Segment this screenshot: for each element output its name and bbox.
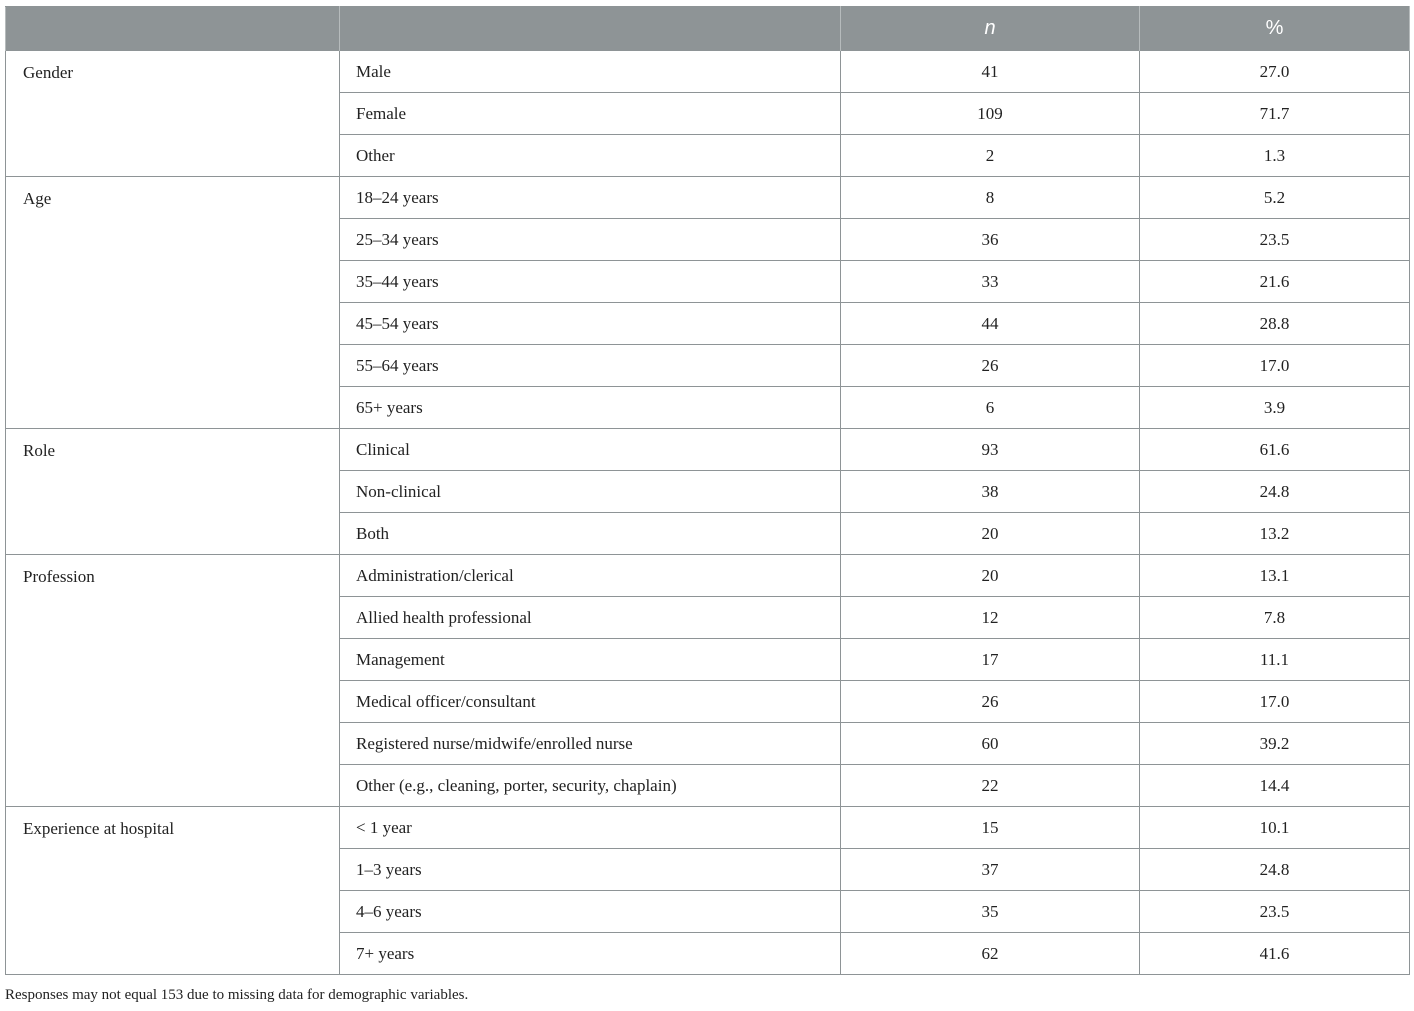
percent-cell: 13.1 (1140, 555, 1410, 597)
percent-cell: 5.2 (1140, 177, 1410, 219)
header-percent: % (1140, 7, 1410, 51)
count-cell: 20 (841, 555, 1140, 597)
table-body (6, 51, 1410, 975)
table-row (6, 51, 1410, 93)
subgroup-label: Non-clinical (340, 471, 841, 513)
percent-cell: 10.1 (1140, 807, 1410, 849)
group-label: Experience at hospital (6, 807, 340, 975)
count-cell: 36 (841, 219, 1140, 261)
percent-cell: 61.6 (1140, 429, 1410, 471)
subgroup-label: Medical officer/consultant (340, 681, 841, 723)
count-cell: 60 (841, 723, 1140, 765)
count-cell: 33 (841, 261, 1140, 303)
percent-cell: 41.6 (1140, 933, 1410, 975)
header-subgroup (340, 7, 841, 51)
subgroup-label: Allied health professional (340, 597, 841, 639)
count-cell: 62 (841, 933, 1140, 975)
subgroup-label: 7+ years (340, 933, 841, 975)
subgroup-label: Male (340, 51, 841, 93)
table-row (6, 807, 1410, 849)
subgroup-label: Other (e.g., cleaning, porter, security, chaplain) (340, 765, 841, 807)
percent-cell: 14.4 (1140, 765, 1410, 807)
subgroup-label: Management (340, 639, 841, 681)
percent-cell: 24.8 (1140, 849, 1410, 891)
subgroup-label: Other (340, 135, 841, 177)
header-n: n (841, 7, 1140, 51)
count-cell: 8 (841, 177, 1140, 219)
percent-cell: 3.9 (1140, 387, 1410, 429)
count-cell: 6 (841, 387, 1140, 429)
count-cell: 38 (841, 471, 1140, 513)
count-cell: 41 (841, 51, 1140, 93)
group-label: Role (6, 429, 340, 555)
demographics-table (5, 6, 1410, 975)
count-cell: 109 (841, 93, 1140, 135)
header-row (6, 7, 1410, 51)
count-cell: 35 (841, 891, 1140, 933)
subgroup-label: < 1 year (340, 807, 841, 849)
subgroup-label: Administration/clerical (340, 555, 841, 597)
percent-cell: 27.0 (1140, 51, 1410, 93)
count-cell: 17 (841, 639, 1140, 681)
percent-cell: 7.8 (1140, 597, 1410, 639)
table-header (6, 7, 1410, 51)
subgroup-label: Clinical (340, 429, 841, 471)
group-label: Age (6, 177, 340, 429)
percent-cell: 71.7 (1140, 93, 1410, 135)
group-label: Profession (6, 555, 340, 807)
count-cell: 26 (841, 681, 1140, 723)
table-row (6, 429, 1410, 471)
count-cell: 22 (841, 765, 1140, 807)
count-cell: 26 (841, 345, 1140, 387)
table-footnote: Responses may not equal 153 due to missing data for demographic variables. (5, 987, 469, 1003)
percent-cell: 13.2 (1140, 513, 1410, 555)
count-cell: 37 (841, 849, 1140, 891)
group-label: Gender (6, 51, 340, 177)
subgroup-label: Registered nurse/midwife/enrolled nurse (340, 723, 841, 765)
subgroup-label: 25–34 years (340, 219, 841, 261)
subgroup-label: 4–6 years (340, 891, 841, 933)
subgroup-label: 65+ years (340, 387, 841, 429)
count-cell: 12 (841, 597, 1140, 639)
count-cell: 2 (841, 135, 1140, 177)
demographics-table-container (5, 6, 1409, 975)
percent-cell: 39.2 (1140, 723, 1410, 765)
table-row (6, 555, 1410, 597)
percent-cell: 28.8 (1140, 303, 1410, 345)
percent-cell: 24.8 (1140, 471, 1410, 513)
table-row (6, 177, 1410, 219)
percent-cell: 17.0 (1140, 345, 1410, 387)
percent-cell: 23.5 (1140, 219, 1410, 261)
subgroup-label: 18–24 years (340, 177, 841, 219)
count-cell: 44 (841, 303, 1140, 345)
count-cell: 15 (841, 807, 1140, 849)
count-cell: 20 (841, 513, 1140, 555)
subgroup-label: 1–3 years (340, 849, 841, 891)
subgroup-label: 55–64 years (340, 345, 841, 387)
percent-cell: 23.5 (1140, 891, 1410, 933)
subgroup-label: 45–54 years (340, 303, 841, 345)
percent-cell: 1.3 (1140, 135, 1410, 177)
percent-cell: 11.1 (1140, 639, 1410, 681)
subgroup-label: Both (340, 513, 841, 555)
header-group (6, 7, 340, 51)
subgroup-label: 35–44 years (340, 261, 841, 303)
subgroup-label: Female (340, 93, 841, 135)
percent-cell: 21.6 (1140, 261, 1410, 303)
percent-cell: 17.0 (1140, 681, 1410, 723)
count-cell: 93 (841, 429, 1140, 471)
